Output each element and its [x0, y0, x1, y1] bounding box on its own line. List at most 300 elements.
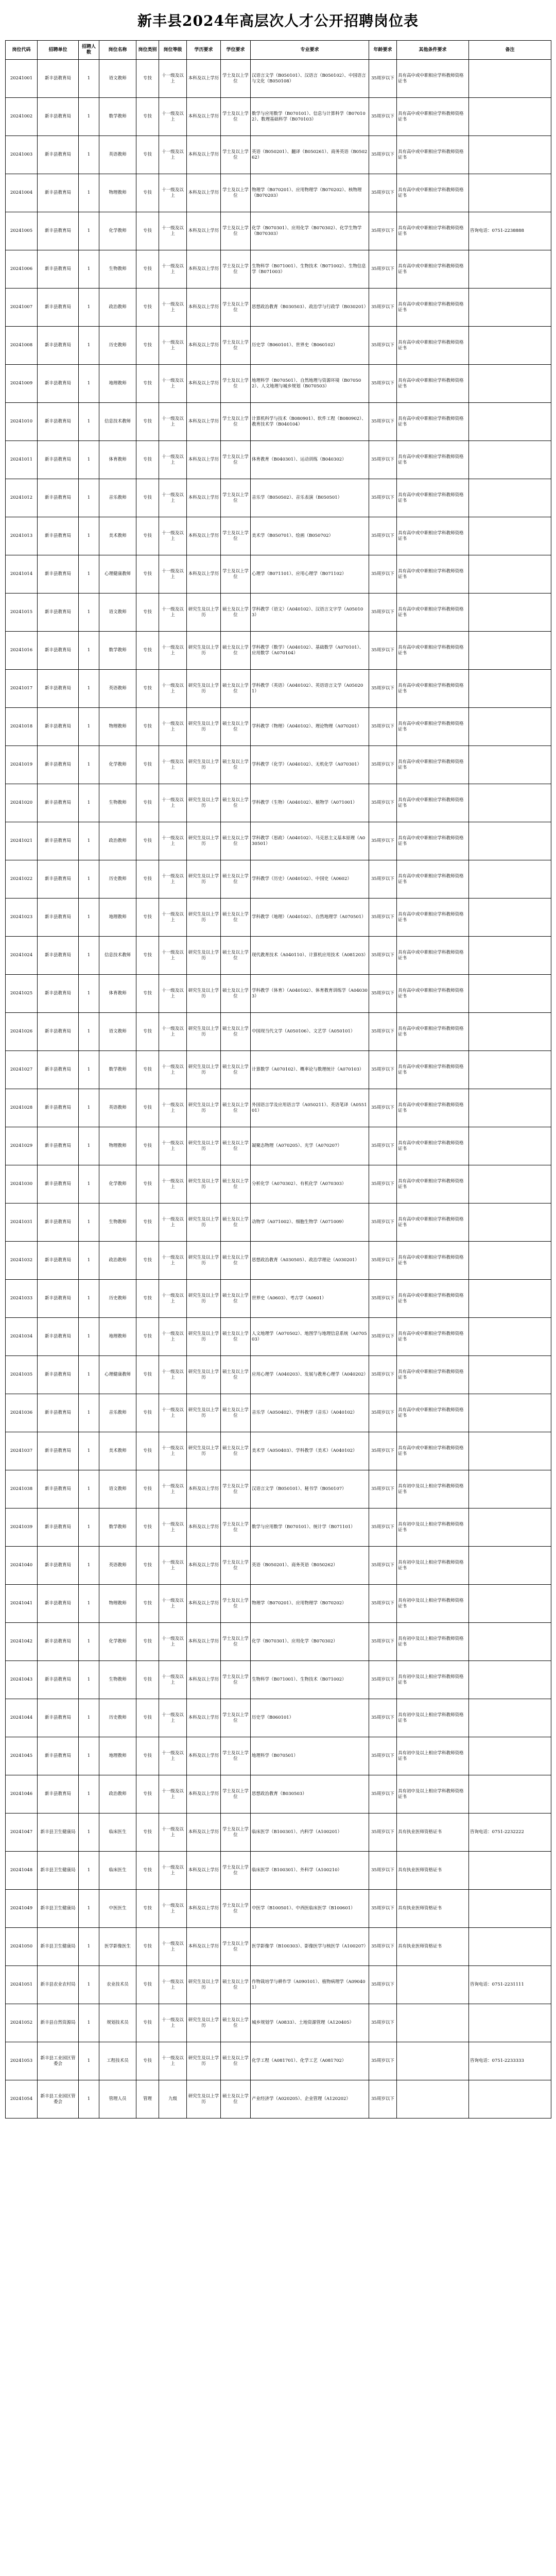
- cell-deg: 学士及以上学位: [221, 517, 251, 555]
- cell-level: 十一级及以上: [159, 2042, 187, 2080]
- cell-major: 美术学（B050701）、绘画（B050702）: [251, 517, 369, 555]
- cell-edu: 本科及以上学历: [187, 1623, 221, 1661]
- cell-code: 20241016: [6, 632, 38, 670]
- cell-other: 具有高中或中职相应学科教师资格证书: [397, 1318, 469, 1356]
- table-row: [6, 1547, 551, 1585]
- header-cat: 岗位类别: [136, 41, 159, 60]
- cell-age: 35周岁以下: [369, 1623, 397, 1661]
- cell-code: 20241017: [6, 670, 38, 708]
- cell-deg: 硕士及以上学位: [221, 1394, 251, 1432]
- cell-level: 十一级及以上: [159, 1852, 187, 1890]
- cell-age: 35周岁以下: [369, 1394, 397, 1432]
- cell-unit: 新丰县教育局: [38, 1432, 79, 1470]
- cell-code: 20241011: [6, 441, 38, 479]
- cell-deg: 硕士及以上学位: [221, 670, 251, 708]
- table-row: [6, 860, 551, 899]
- cell-unit: 新丰县教育局: [38, 1394, 79, 1432]
- cell-age: 35周岁以下: [369, 2004, 397, 2042]
- cell-post: 历史教师: [99, 327, 136, 365]
- cell-other: 具有初中及以上相应学科教师资格证书: [397, 1699, 469, 1737]
- cell-deg: 学士及以上学位: [221, 441, 251, 479]
- cell-other: 具有高中或中职相应学科教师资格证书: [397, 1356, 469, 1394]
- cell-edu: 本科及以上学历: [187, 1737, 221, 1775]
- cell-deg: 硕士及以上学位: [221, 594, 251, 632]
- cell-num: 1: [79, 1928, 99, 1966]
- cell-edu: 本科及以上学历: [187, 98, 221, 136]
- cell-other: 具有高中或中职相应学科教师资格证书: [397, 479, 469, 517]
- table-row: [6, 2080, 551, 2119]
- cell-num: 1: [79, 403, 99, 441]
- cell-code: 20241049: [6, 1890, 38, 1928]
- cell-other: 具有高中或中职相应学科教师资格证书: [397, 403, 469, 441]
- cell-other: 具有高中或中职相应学科教师资格证书: [397, 860, 469, 899]
- cell-num: 1: [79, 365, 99, 403]
- cell-note: [469, 365, 551, 403]
- cell-level: 十一级及以上: [159, 632, 187, 670]
- cell-unit: 新丰县教育局: [38, 1470, 79, 1509]
- cell-num: 1: [79, 899, 99, 937]
- header-code: 岗位代码: [6, 41, 38, 60]
- cell-cat: 专技: [136, 1127, 159, 1165]
- cell-post: 心理健康教师: [99, 555, 136, 594]
- cell-note: [469, 1585, 551, 1623]
- cell-unit: 新丰县教育局: [38, 1165, 79, 1204]
- cell-post: 英语教师: [99, 136, 136, 174]
- cell-edu: 研究生及以上学历: [187, 1966, 221, 2004]
- cell-edu: 本科及以上学历: [187, 1852, 221, 1890]
- cell-edu: 本科及以上学历: [187, 212, 221, 250]
- cell-unit: 新丰县教育局: [38, 479, 79, 517]
- cell-age: 35周岁以下: [369, 1356, 397, 1394]
- cell-code: 20241039: [6, 1509, 38, 1547]
- cell-edu: 研究生及以上学历: [187, 2042, 221, 2080]
- cell-code: 20241010: [6, 403, 38, 441]
- cell-major: 思想政治教育（A030505）、政治学理论（A030201）: [251, 1242, 369, 1280]
- cell-deg: 硕士及以上学位: [221, 2004, 251, 2042]
- cell-age: 35周岁以下: [369, 1204, 397, 1242]
- page-title: 新丰县2024年高层次人才公开招聘岗位表: [137, 12, 419, 29]
- cell-note: [469, 2004, 551, 2042]
- cell-num: 1: [79, 784, 99, 822]
- cell-num: 1: [79, 1509, 99, 1547]
- table-row: [6, 670, 551, 708]
- cell-code: 20241021: [6, 822, 38, 860]
- cell-other: 具有执业医师资格证书: [397, 1890, 469, 1928]
- cell-num: 1: [79, 479, 99, 517]
- cell-edu: 研究生及以上学历: [187, 1356, 221, 1394]
- cell-cat: 专技: [136, 784, 159, 822]
- cell-age: 35周岁以下: [369, 212, 397, 250]
- cell-deg: 硕士及以上学位: [221, 1013, 251, 1051]
- cell-edu: 本科及以上学历: [187, 555, 221, 594]
- cell-deg: 硕士及以上学位: [221, 860, 251, 899]
- cell-major: 物理学（B070201）、应用物理学（B070202）: [251, 1585, 369, 1623]
- table-row: [6, 1509, 551, 1547]
- cell-level: 十一级及以上: [159, 1280, 187, 1318]
- cell-num: 1: [79, 1547, 99, 1585]
- cell-age: 35周岁以下: [369, 632, 397, 670]
- cell-code: 20241053: [6, 2042, 38, 2080]
- cell-deg: 学士及以上学位: [221, 403, 251, 441]
- cell-edu: 本科及以上学历: [187, 1928, 221, 1966]
- cell-post: 英语教师: [99, 1547, 136, 1585]
- cell-edu: 研究生及以上学历: [187, 937, 221, 975]
- cell-level: 十一级及以上: [159, 822, 187, 860]
- cell-post: 化学教师: [99, 746, 136, 784]
- cell-code: 20241042: [6, 1623, 38, 1661]
- cell-code: 20241003: [6, 136, 38, 174]
- cell-edu: 研究生及以上学历: [187, 1165, 221, 1204]
- cell-cat: 专技: [136, 1852, 159, 1890]
- table-row: [6, 441, 551, 479]
- table-row: [6, 327, 551, 365]
- cell-other: 具有执业医师资格证书: [397, 1852, 469, 1890]
- cell-other: 具有高中或中职相应学科教师资格证书: [397, 594, 469, 632]
- cell-post: 信息技术教师: [99, 937, 136, 975]
- table-row: [6, 1356, 551, 1394]
- cell-unit: 新丰县教育局: [38, 98, 79, 136]
- cell-other: 具有高中或中职相应学科教师资格证书: [397, 1127, 469, 1165]
- cell-level: 十一级及以上: [159, 250, 187, 289]
- cell-age: 35周岁以下: [369, 708, 397, 746]
- cell-unit: 新丰县教育局: [38, 1623, 79, 1661]
- cell-other: 具有初中及以上相应学科教师资格证书: [397, 1509, 469, 1547]
- cell-age: 35周岁以下: [369, 555, 397, 594]
- cell-code: 20241019: [6, 746, 38, 784]
- cell-cat: 专技: [136, 746, 159, 784]
- cell-cat: 专技: [136, 860, 159, 899]
- cell-unit: 新丰县教育局: [38, 1356, 79, 1394]
- cell-edu: 研究生及以上学历: [187, 708, 221, 746]
- cell-age: 35周岁以下: [369, 1852, 397, 1890]
- cell-other: 具有高中或中职相应学科教师资格证书: [397, 1242, 469, 1280]
- cell-age: 35周岁以下: [369, 2042, 397, 2080]
- cell-level: 十一级及以上: [159, 784, 187, 822]
- cell-post: 美术教师: [99, 1432, 136, 1470]
- cell-code: 20241012: [6, 479, 38, 517]
- table-row: [6, 632, 551, 670]
- cell-unit: 新丰县教育局: [38, 1127, 79, 1165]
- cell-unit: 新丰县教育局: [38, 1509, 79, 1547]
- cell-major: 化学（B070301）、应用化学（B070302）: [251, 1623, 369, 1661]
- cell-code: 20241036: [6, 1394, 38, 1432]
- cell-deg: 学士及以上学位: [221, 1585, 251, 1623]
- cell-unit: 新丰县教育局: [38, 1051, 79, 1089]
- cell-other: 具有高中或中职相应学科教师资格证书: [397, 250, 469, 289]
- table-row: [6, 2004, 551, 2042]
- cell-unit: 新丰县卫生健康局: [38, 1890, 79, 1928]
- cell-cat: 专技: [136, 1814, 159, 1852]
- cell-cat: 专技: [136, 1585, 159, 1623]
- cell-post: 数学教师: [99, 1051, 136, 1089]
- table-row: [6, 365, 551, 403]
- cell-cat: 专技: [136, 365, 159, 403]
- cell-num: 1: [79, 822, 99, 860]
- cell-deg: 硕士及以上学位: [221, 1127, 251, 1165]
- cell-other: 具有高中或中职相应学科教师资格证书: [397, 1165, 469, 1204]
- cell-code: 20241025: [6, 975, 38, 1013]
- cell-major: 外国语言学及应用语言学（A050211）、英语笔译（A055101）: [251, 1089, 369, 1127]
- cell-post: 英语教师: [99, 1089, 136, 1127]
- cell-edu: 本科及以上学历: [187, 174, 221, 212]
- cell-deg: 学士及以上学位: [221, 1623, 251, 1661]
- cell-note: [469, 594, 551, 632]
- cell-code: 20241018: [6, 708, 38, 746]
- cell-deg: 学士及以上学位: [221, 1470, 251, 1509]
- table-row: [6, 1852, 551, 1890]
- cell-post: 工程技术员: [99, 2042, 136, 2080]
- cell-other: 具有高中或中职相应学科教师资格证书: [397, 899, 469, 937]
- cell-major: 学科教学（英语）（A040102）、英语语言文学（A050201）: [251, 670, 369, 708]
- cell-note: [469, 517, 551, 555]
- cell-post: 化学教师: [99, 1165, 136, 1204]
- cell-num: 1: [79, 1890, 99, 1928]
- cell-code: 20241002: [6, 98, 38, 136]
- cell-age: 35周岁以下: [369, 441, 397, 479]
- cell-num: 1: [79, 1013, 99, 1051]
- cell-cat: 专技: [136, 174, 159, 212]
- cell-deg: 学士及以上学位: [221, 1737, 251, 1775]
- cell-post: 农业技术员: [99, 1966, 136, 2004]
- cell-deg: 学士及以上学位: [221, 1509, 251, 1547]
- cell-unit: 新丰县教育局: [38, 136, 79, 174]
- table-row: [6, 403, 551, 441]
- cell-edu: 研究生及以上学历: [187, 860, 221, 899]
- cell-other: 具有高中或中职相应学科教师资格证书: [397, 327, 469, 365]
- cell-cat: 专技: [136, 1890, 159, 1928]
- cell-major: 计算数学（A070102）、概率论与数理统计（A070103）: [251, 1051, 369, 1089]
- cell-edu: 研究生及以上学历: [187, 2004, 221, 2042]
- cell-edu: 研究生及以上学历: [187, 1013, 221, 1051]
- cell-post: 政治教师: [99, 822, 136, 860]
- cell-note: [469, 327, 551, 365]
- cell-unit: 新丰县教育局: [38, 784, 79, 822]
- cell-age: 35周岁以下: [369, 174, 397, 212]
- cell-note: [469, 975, 551, 1013]
- cell-age: 35周岁以下: [369, 1280, 397, 1318]
- cell-unit: 新丰县工业园区管委会: [38, 2042, 79, 2080]
- cell-cat: 专技: [136, 708, 159, 746]
- cell-num: 1: [79, 136, 99, 174]
- cell-note: [469, 670, 551, 708]
- cell-major: 数学与应用数学（B070101）、统计学（B071101）: [251, 1509, 369, 1547]
- cell-post: 历史教师: [99, 860, 136, 899]
- cell-level: 十一级及以上: [159, 1470, 187, 1509]
- cell-unit: 新丰县教育局: [38, 937, 79, 975]
- cell-note: [469, 1280, 551, 1318]
- cell-cat: 专技: [136, 2042, 159, 2080]
- cell-post: 物理教师: [99, 1127, 136, 1165]
- cell-note: [469, 1737, 551, 1775]
- cell-code: 20241050: [6, 1928, 38, 1966]
- cell-post: 中医医生: [99, 1890, 136, 1928]
- cell-code: 20241033: [6, 1280, 38, 1318]
- cell-deg: 硕士及以上学位: [221, 1966, 251, 2004]
- table-row: [6, 517, 551, 555]
- cell-level: 十一级及以上: [159, 594, 187, 632]
- cell-cat: 专技: [136, 98, 159, 136]
- cell-note: 咨询电话：0751-2232222: [469, 1814, 551, 1852]
- cell-level: 十一级及以上: [159, 136, 187, 174]
- cell-age: 35周岁以下: [369, 822, 397, 860]
- cell-code: 20241023: [6, 899, 38, 937]
- cell-note: [469, 250, 551, 289]
- cell-major: 作物栽培学与耕作学（A090101）、植物病理学（A090401）: [251, 1966, 369, 2004]
- cell-deg: 学士及以上学位: [221, 1661, 251, 1699]
- table-row: [6, 937, 551, 975]
- table-row: [6, 1089, 551, 1127]
- cell-major: 学科教学（体育）（A040102）、体育教育训练学（A040303）: [251, 975, 369, 1013]
- cell-note: [469, 441, 551, 479]
- cell-cat: 专技: [136, 1775, 159, 1814]
- cell-code: 20241007: [6, 289, 38, 327]
- cell-deg: 硕士及以上学位: [221, 822, 251, 860]
- cell-level: 十一级及以上: [159, 1127, 187, 1165]
- cell-post: 数学教师: [99, 98, 136, 136]
- cell-code: 20241052: [6, 2004, 38, 2042]
- cell-edu: 研究生及以上学历: [187, 670, 221, 708]
- cell-other: 具有高中或中职相应学科教师资格证书: [397, 1280, 469, 1318]
- cell-age: 35周岁以下: [369, 1775, 397, 1814]
- cell-note: [469, 1852, 551, 1890]
- cell-level: 十一级及以上: [159, 1509, 187, 1547]
- cell-major: 中医学（B100501）、中西医临床医学（B100601）: [251, 1890, 369, 1928]
- cell-age: 35周岁以下: [369, 784, 397, 822]
- cell-code: 20241001: [6, 60, 38, 98]
- cell-major: 美术学（A050403）、学科教学（美术）（A040102）: [251, 1432, 369, 1470]
- cell-other: [397, 2042, 469, 2080]
- cell-code: 20241005: [6, 212, 38, 250]
- cell-other: 具有初中及以上相应学科教师资格证书: [397, 1775, 469, 1814]
- cell-unit: 新丰县教育局: [38, 746, 79, 784]
- cell-note: [469, 708, 551, 746]
- cell-post: 音乐教师: [99, 479, 136, 517]
- cell-cat: 专技: [136, 1737, 159, 1775]
- cell-age: 35周岁以下: [369, 1051, 397, 1089]
- cell-code: 20241054: [6, 2080, 38, 2119]
- cell-cat: 专技: [136, 1242, 159, 1280]
- table-row: [6, 1318, 551, 1356]
- cell-edu: 研究生及以上学历: [187, 1242, 221, 1280]
- cell-edu: 本科及以上学历: [187, 1585, 221, 1623]
- cell-code: 20241031: [6, 1204, 38, 1242]
- cell-num: 1: [79, 1775, 99, 1814]
- cell-age: 35周岁以下: [369, 1089, 397, 1127]
- cell-note: [469, 136, 551, 174]
- cell-num: 1: [79, 708, 99, 746]
- cell-level: 十一级及以上: [159, 365, 187, 403]
- cell-major: 动物学（A071002）、细胞生物学（A071009）: [251, 1204, 369, 1242]
- cell-edu: 本科及以上学历: [187, 1661, 221, 1699]
- cell-level: 十一级及以上: [159, 1775, 187, 1814]
- cell-code: 20241030: [6, 1165, 38, 1204]
- cell-deg: 学士及以上学位: [221, 1699, 251, 1737]
- table-row: [6, 136, 551, 174]
- cell-other: 具有高中或中职相应学科教师资格证书: [397, 1394, 469, 1432]
- cell-post: 体育教师: [99, 975, 136, 1013]
- cell-major: 化学（B070301）、应用化学（B070302）、化学生物学（B070303）: [251, 212, 369, 250]
- cell-major: 计算机科学与技术（B080901）、软件工程（B080902）、教育技术学（B040104）: [251, 403, 369, 441]
- cell-post: 生物教师: [99, 1661, 136, 1699]
- cell-edu: 本科及以上学历: [187, 1814, 221, 1852]
- cell-cat: 专技: [136, 1966, 159, 2004]
- cell-code: 20241038: [6, 1470, 38, 1509]
- cell-unit: 新丰县教育局: [38, 289, 79, 327]
- cell-note: 咨询电话：0751-2238888: [469, 212, 551, 250]
- cell-other: 具有高中或中职相应学科教师资格证书: [397, 746, 469, 784]
- cell-edu: 本科及以上学历: [187, 441, 221, 479]
- cell-post: 历史教师: [99, 1280, 136, 1318]
- cell-other: 具有高中或中职相应学科教师资格证书: [397, 517, 469, 555]
- table-row: [6, 1966, 551, 2004]
- cell-cat: 专技: [136, 136, 159, 174]
- cell-deg: 学士及以上学位: [221, 1547, 251, 1585]
- cell-deg: 硕士及以上学位: [221, 1318, 251, 1356]
- cell-post: 临床医生: [99, 1814, 136, 1852]
- cell-deg: 学士及以上学位: [221, 1928, 251, 1966]
- cell-note: [469, 937, 551, 975]
- cell-other: 具有高中或中职相应学科教师资格证书: [397, 212, 469, 250]
- table-row: [6, 1242, 551, 1280]
- cell-major: 英语（B050201）、商务英语（B050262）: [251, 1547, 369, 1585]
- cell-num: 1: [79, 517, 99, 555]
- cell-unit: 新丰县教育局: [38, 632, 79, 670]
- cell-post: 英语教师: [99, 670, 136, 708]
- cell-major: 音乐学（A050402）、学科教学（音乐）（A040102）: [251, 1394, 369, 1432]
- cell-edu: 研究生及以上学历: [187, 1432, 221, 1470]
- cell-num: 1: [79, 2042, 99, 2080]
- table-row: [6, 98, 551, 136]
- cell-age: 35周岁以下: [369, 479, 397, 517]
- cell-age: 35周岁以下: [369, 937, 397, 975]
- cell-other: 具有高中或中职相应学科教师资格证书: [397, 1089, 469, 1127]
- cell-unit: 新丰县教育局: [38, 899, 79, 937]
- cell-edu: 研究生及以上学历: [187, 1280, 221, 1318]
- cell-post: 临床医生: [99, 1852, 136, 1890]
- cell-unit: 新丰县教育局: [38, 555, 79, 594]
- cell-deg: 硕士及以上学位: [221, 1089, 251, 1127]
- cell-num: 1: [79, 1242, 99, 1280]
- cell-edu: 本科及以上学历: [187, 60, 221, 98]
- cell-num: 1: [79, 327, 99, 365]
- table-row: [6, 1432, 551, 1470]
- cell-num: 1: [79, 670, 99, 708]
- cell-note: [469, 1509, 551, 1547]
- cell-age: 35周岁以下: [369, 517, 397, 555]
- cell-note: [469, 1204, 551, 1242]
- cell-unit: 新丰县教育局: [38, 670, 79, 708]
- table-row: [6, 1280, 551, 1318]
- cell-code: 20241027: [6, 1051, 38, 1089]
- cell-level: 十一级及以上: [159, 60, 187, 98]
- cell-major: 产业经济学（A020205）、企业管理（A120202）: [251, 2080, 369, 2119]
- cell-post: 生物教师: [99, 1204, 136, 1242]
- cell-post: 规划技术员: [99, 2004, 136, 2042]
- cell-major: 音乐学（B050502）、音乐表演（B050501）: [251, 479, 369, 517]
- cell-post: 数学教师: [99, 1509, 136, 1547]
- cell-deg: 硕士及以上学位: [221, 2080, 251, 2119]
- cell-deg: 硕士及以上学位: [221, 2042, 251, 2080]
- cell-level: 十一级及以上: [159, 1051, 187, 1089]
- recruitment-table: [5, 40, 551, 2119]
- cell-code: 20241034: [6, 1318, 38, 1356]
- cell-cat: 专技: [136, 899, 159, 937]
- cell-other: 具有初中及以上相应学科教师资格证书: [397, 1737, 469, 1775]
- cell-major: 学科教学（数学）（A040102）、基础数学（A070101）、应用数学（A070104）: [251, 632, 369, 670]
- cell-deg: 学士及以上学位: [221, 1890, 251, 1928]
- table-row: [6, 1928, 551, 1966]
- cell-note: [469, 1089, 551, 1127]
